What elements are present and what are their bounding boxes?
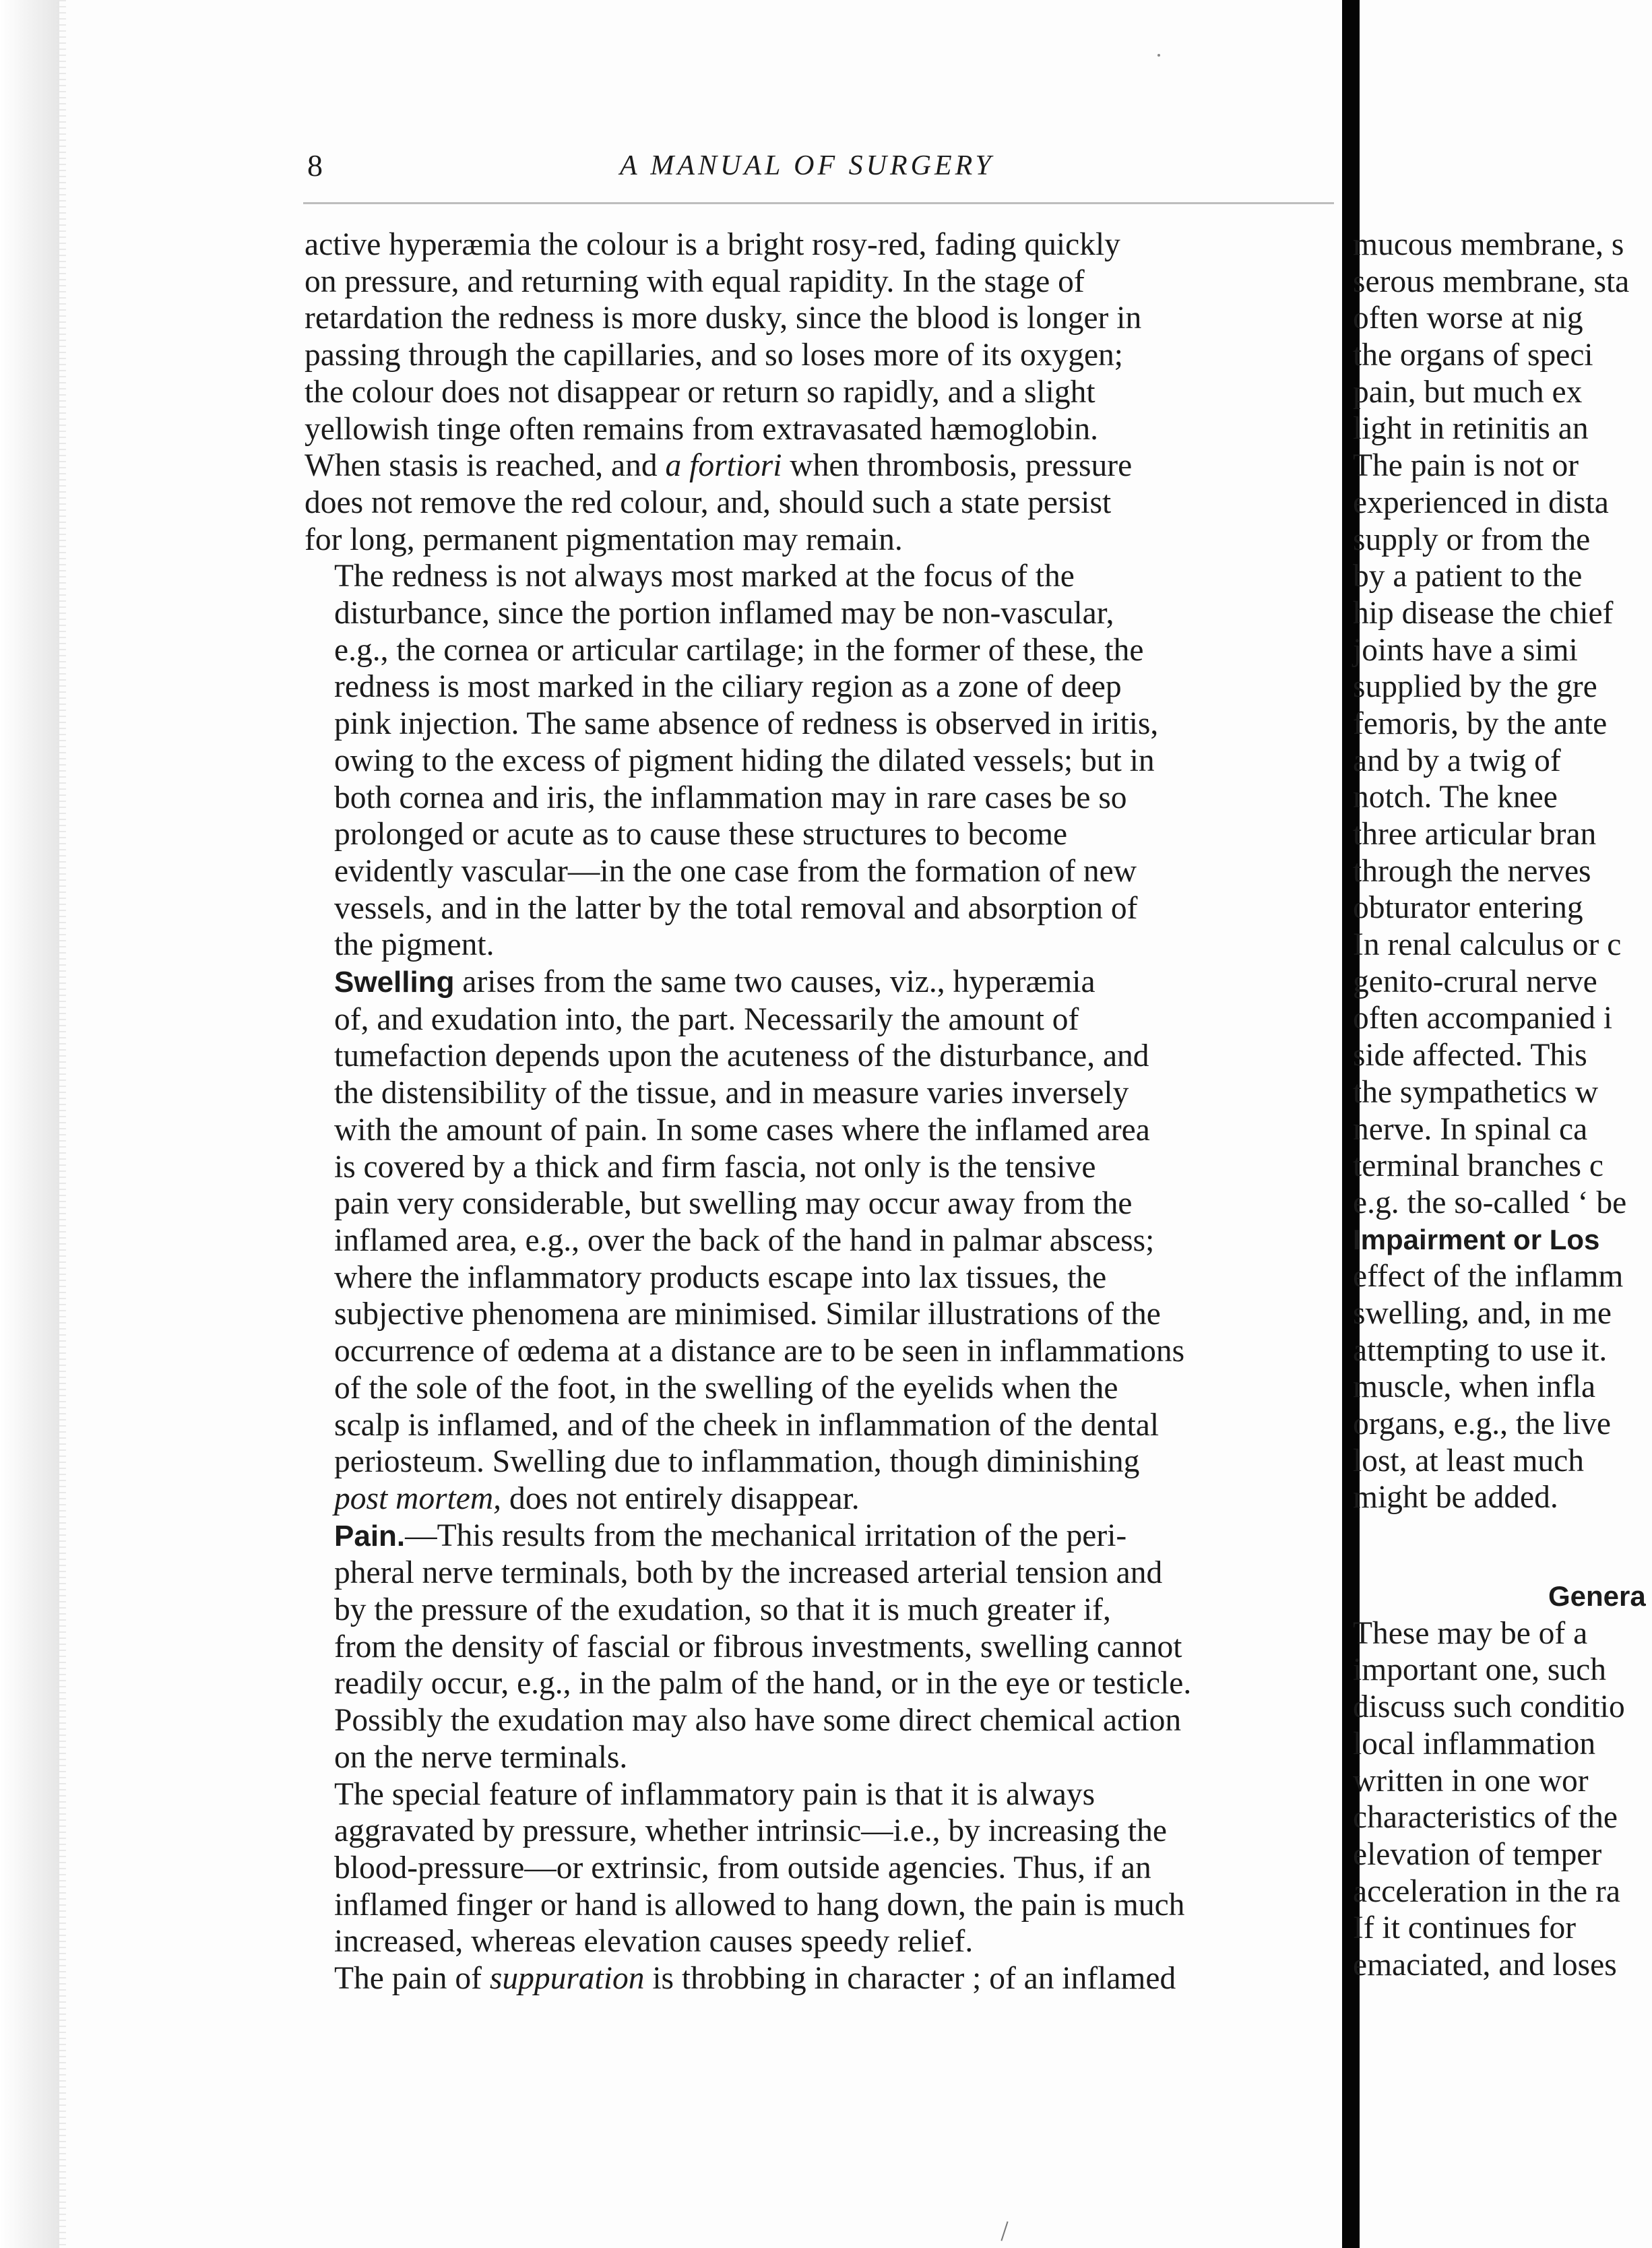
text-line: periosteum. Swelling due to inflammation, though diminishing: [334, 1444, 1140, 1480]
text-line: the colour does not disappear or return so rapidly, and a slight: [305, 374, 1095, 410]
text-line: organs, e.g., the live: [1353, 1406, 1611, 1441]
paragraph-pain: [305, 1518, 1342, 1776]
text-line: does not remove the red colour, and, should such a state persist: [305, 485, 1112, 520]
text-line: three articular bran: [1353, 817, 1597, 852]
italic-phrase: suppuration: [489, 1961, 645, 1997]
text-line: where the inflammatory products escape into lax tissues, the: [334, 1259, 1107, 1295]
text-line: through the nerves: [1353, 853, 1591, 889]
text-line: and by a twig of: [1353, 743, 1561, 778]
text-line: supplied by the gre: [1353, 669, 1597, 705]
text-line: the organs of speci: [1353, 338, 1593, 373]
text-line: from the density of fascial or fibrous investments, swelling cannot: [334, 1629, 1182, 1664]
text-line: disturbance, since the portion inflamed may be non-vascular,: [334, 596, 1114, 631]
text-line: experienced in dista: [1353, 485, 1609, 520]
text-line: vessels, and in the latter by the total removal and absorption of: [334, 890, 1138, 926]
italic-phrase: a fortiori: [665, 448, 782, 484]
section-heading-general: Genera: [1548, 1580, 1646, 1613]
text-line: e.g. the so-called ‘ be: [1353, 1185, 1627, 1220]
text-line: obturator entering: [1353, 890, 1583, 926]
italic-phrase: post mortem,: [334, 1480, 502, 1516]
text-line: written in one wor: [1353, 1763, 1589, 1799]
paragraph-redness-colour: [305, 226, 1342, 558]
text-line: Possibly the exudation may also have some direct chemical action: [334, 1703, 1182, 1739]
text-line: swelling, and, in me: [1353, 1295, 1612, 1331]
text-line: In renal calculus or c: [1353, 927, 1622, 963]
text-line: pheral nerve terminals, both by the increased arterial tension and: [334, 1555, 1163, 1591]
right-page-text: [1353, 226, 1652, 1984]
text-line: serous membrane, sta: [1353, 263, 1630, 299]
paragraph-swelling: [305, 964, 1342, 1518]
text-line: of the sole of the foot, in the swelling of the eyelids when the: [334, 1370, 1118, 1406]
header-rule: [303, 202, 1334, 204]
page-edge: [59, 0, 66, 2248]
text-line: acceleration in the ra: [1353, 1873, 1620, 1909]
text-line: might be added.: [1353, 1480, 1558, 1516]
text-line: light in retinitis an: [1353, 411, 1589, 447]
left-page-text: [305, 226, 1342, 1997]
text-line: terminal branches c: [1353, 1148, 1603, 1184]
text-line: notch. The knee: [1353, 780, 1558, 815]
text-line: the distensibility of the tissue, and in measure varies inversely: [334, 1075, 1129, 1111]
text-line: both cornea and iris, the inflammation may in rare cases be so: [334, 780, 1127, 815]
text-line: increased, whereas elevation causes speedy relief.: [334, 1924, 974, 1960]
text-line: inflamed area, e.g., over the back of the hand in palmar abscess;: [334, 1222, 1155, 1258]
running-head: [307, 147, 1338, 187]
paragraph-pain-pressure: [305, 1776, 1342, 1961]
text-line: hip disease the chief: [1353, 595, 1614, 631]
text-line: Pain.—This results from the mechanical irritation of the peri-: [334, 1518, 1127, 1553]
run-in-heading: Swelling: [334, 966, 455, 999]
text-line: subjective phenomena are minimised. Similar illustrations of the: [334, 1297, 1161, 1332]
text-line: on the nerve terminals.: [334, 1739, 628, 1775]
text-line: tumefaction depends upon the acuteness of the disturbance, and: [334, 1038, 1149, 1074]
text-line: retardation the redness is more dusky, since the blood is longer in: [305, 301, 1142, 336]
text-line: genito-crural nerve: [1353, 964, 1597, 999]
text-line: attempting to use it.: [1353, 1332, 1608, 1368]
text-line: of, and exudation into, the part. Necessarily the amount of: [334, 1001, 1079, 1037]
text-line: yellowish tinge often remains from extravasated hæmoglobin.: [305, 411, 1098, 447]
text-line: occurrence of œdema at a distance are to be seen in inflammations: [334, 1334, 1185, 1369]
text-line: local inflammation: [1353, 1726, 1596, 1761]
text-line: by the pressure of the exudation, so that it is much greater if,: [334, 1592, 1111, 1628]
text-line: on pressure, and returning with equal rapidity. In the stage of: [305, 263, 1085, 299]
text-line: femoris, by the ante: [1353, 706, 1608, 741]
text-line: aggravated by pressure, whether intrinsic—i.e., by increasing the: [334, 1813, 1167, 1849]
text-line: mucous membrane, s: [1353, 227, 1624, 262]
scan-speck: [1157, 54, 1160, 57]
paragraph-redness-focus: [305, 558, 1342, 964]
text-line: scalp is inflamed, and of the cheek in inflammation of the dental: [334, 1407, 1159, 1443]
text-line: active hyperæmia the colour is a bright rosy-red, fading quickly: [305, 227, 1120, 262]
text-line: the pigment.: [334, 927, 495, 963]
text-line: muscle, when infla: [1353, 1369, 1596, 1405]
text-line: evidently vascular—in the one case from the formation of new: [334, 853, 1137, 889]
text-line: inflamed finger or hand is allowed to hang down, the pain is much: [334, 1887, 1185, 1923]
text-line: is covered by a thick and firm fascia, not only is the tensive: [334, 1149, 1096, 1185]
text-line: The pain is not or: [1353, 448, 1579, 484]
left-margin: [0, 0, 59, 2248]
text-line: If it continues for: [1353, 1910, 1577, 1946]
text-line: redness is most marked in the ciliary region as a zone of deep: [334, 669, 1122, 705]
text-line: owing to the excess of pigment hiding the dilated vessels; but in: [334, 743, 1155, 778]
page-number: 8: [307, 148, 323, 183]
running-title: A MANUAL OF SURGERY: [620, 150, 994, 181]
text-line: by a patient to the: [1353, 559, 1583, 594]
text-line: important one, such: [1353, 1652, 1606, 1688]
text-line: post mortem, does not entirely disappear.: [334, 1480, 860, 1516]
text-line: pain very considerable, but swelling may occur away from the: [334, 1186, 1133, 1222]
text-line: prolonged or acute as to cause these structures to become: [334, 817, 1068, 852]
spacer: [1353, 1516, 1652, 1578]
text-line: Swelling arises from the same two causes, viz., hyperæmia: [334, 964, 1095, 1000]
text-line: lost, at least much: [1353, 1443, 1584, 1478]
text-line: discuss such conditio: [1353, 1689, 1625, 1725]
text-line: pink injection. The same absence of redness is observed in iritis,: [334, 706, 1159, 742]
text-line: blood-pressure—or extrinsic, from outside agencies. Thus, if an: [334, 1850, 1151, 1885]
text-line: for long, permanent pigmentation may remain.: [305, 522, 903, 557]
text-line: often accompanied i: [1353, 1001, 1613, 1036]
text-line: The pain of suppuration is throbbing in character ; of an inflamed: [334, 1961, 1176, 1997]
text-line: often worse at nig: [1353, 301, 1583, 336]
text-line: passing through the capillaries, and so loses more of its oxygen;: [305, 338, 1123, 373]
text-line: readily occur, e.g., in the palm of the hand, or in the eye or testicle.: [334, 1666, 1192, 1701]
text-line: When stasis is reached, and a fortiori when thrombosis, pressure: [305, 448, 1133, 484]
paragraph-suppuration: [305, 1960, 1342, 1997]
text-line: pain, but much ex: [1353, 374, 1583, 410]
text-line: e.g., the cornea or articular cartilage; in the former of these, the: [334, 632, 1144, 668]
text-line: supply or from the: [1353, 522, 1591, 557]
text-line: nerve. In spinal ca: [1353, 1111, 1588, 1147]
text-line: side affected. This: [1353, 1038, 1587, 1073]
text-line: The special feature of inflammatory pain is that it is always: [334, 1776, 1095, 1812]
text-line: effect of the inflamm: [1353, 1259, 1624, 1294]
section-heading-impairment: Impairment or Los: [1353, 1223, 1600, 1255]
run-in-heading: Pain.: [334, 1519, 406, 1553]
text-line: the sympathetics w: [1353, 1074, 1599, 1110]
text-line: characteristics of the: [1353, 1800, 1618, 1836]
text-line: joints have a simi: [1353, 632, 1578, 668]
text-line: emaciated, and loses: [1353, 1947, 1617, 1982]
text-line: with the amount of pain. In some cases where the inflamed area: [334, 1112, 1150, 1148]
text-line: The redness is not always most marked at the focus of the: [334, 559, 1075, 594]
text-line: elevation of temper: [1353, 1836, 1602, 1872]
text-line: These may be of a: [1353, 1615, 1588, 1651]
